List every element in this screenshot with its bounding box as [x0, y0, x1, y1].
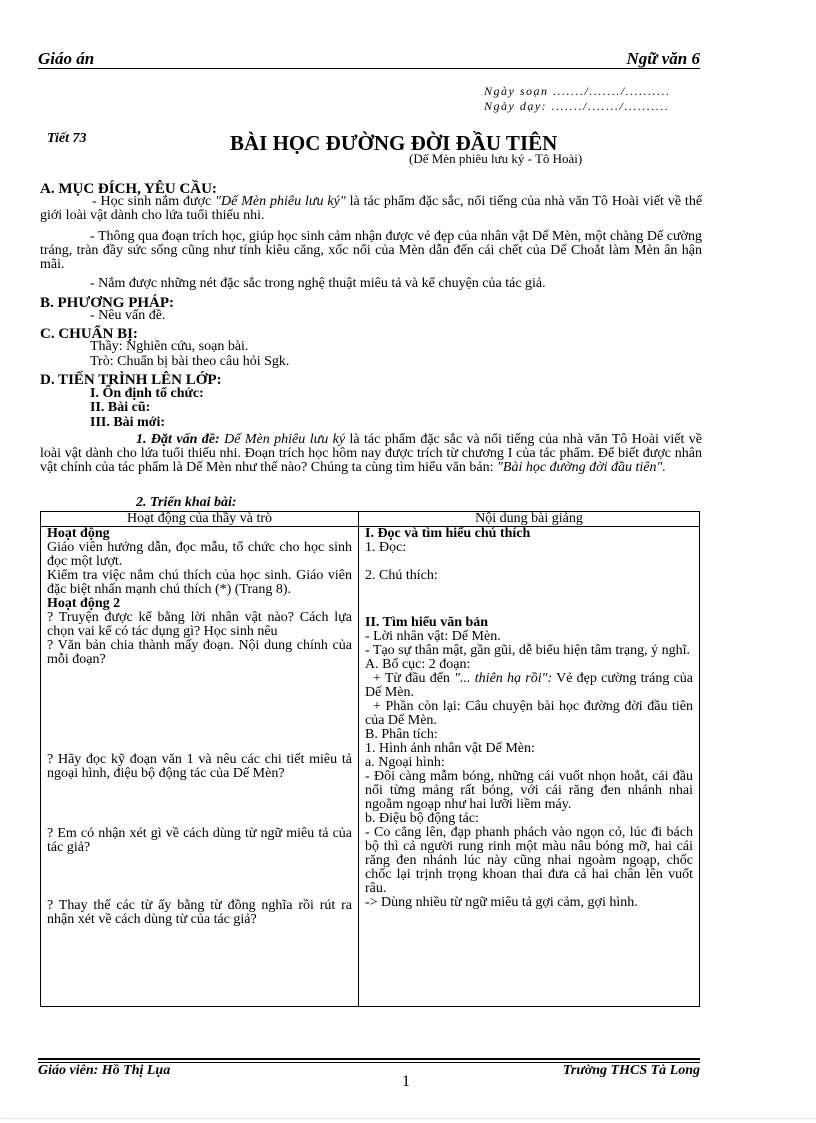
section-a-p1: - Học sinh nắm được "Dế Mèn phiêu lưu ký" là tác phẩm đặc sắc, nổi tiếng của nhà văn Tô Hoài viết về thế giới loài vật dành cho lứa tuổi thiếu nhi. — [40, 194, 703, 223]
right-line-8: B. Phân tích: — [365, 727, 438, 742]
section-c-heading: C. CHUẨN BỊ: — [40, 326, 138, 342]
right-line-5: A. Bố cục: 2 đoạn: — [365, 657, 471, 672]
right-line-14: -> Dùng nhiều từ ngữ miêu tả gợi cảm, gợi hình. — [365, 895, 638, 910]
section-a-heading: A. MỤC ĐÍCH, YÊU CẦU: — [40, 181, 217, 197]
lesson-subtitle: (Dế Mèn phiêu lưu ký - Tô Hoài) — [409, 151, 583, 166]
section-a-p2: - Thông qua đoạn trích học, giúp học sinh cảm nhận được vẻ đẹp của nhân vật Dế Mèn, một chàng Dế cường tráng, tràn đầy sức sống cũng như tính kiêu căng, xốc nổi của Mèn dẫn đến cái chết của Dế Choắt làm Mèn ân hận mãi. — [40, 229, 702, 272]
table-right-cell — [359, 527, 700, 1007]
right-line-11: - Đôi càng mẫm bóng, những cái vuốt nhọn hoắt, cái đầu nổi từng mảng rất bóng, với cái răng đen nhánh nhai ngoằm ngoạp như hai lưỡi liềm máy. — [365, 769, 693, 812]
right-line-6: + Từ đầu đến "... thiên hạ rồi": Vẻ đẹp cường tráng của Dế Mèn. — [365, 671, 694, 700]
lesson-table — [40, 511, 700, 1007]
section-b-heading: B. PHƯƠNG PHÁP: — [40, 295, 175, 311]
right-line-2: 2. Chú thích: — [365, 568, 438, 583]
section-b-p1: - Nêu vấn đề. — [90, 308, 166, 323]
section-c-p1: Thầy: Nghiên cứu, soạn bài. — [90, 339, 249, 354]
footer-rule-top — [38, 1058, 700, 1060]
left-line-2: Kiểm tra việc nắm chú thích của học sinh. Giáo viên đặc biệt nhấn mạnh chú thích (*) (Trang 8). — [47, 568, 352, 597]
right-line-10: a. Ngoại hình: — [365, 755, 445, 770]
table-header-activities: Hoạt động của thầy và trò — [41, 512, 359, 527]
header-left: Giáo án — [38, 49, 95, 68]
section-d-i3: III. Bài mới: — [90, 415, 166, 430]
right-line-1: 1. Đọc: — [365, 540, 407, 555]
right-line-12: b. Điệu bộ động tác: — [365, 811, 479, 826]
footer-teacher: Giáo viên: Hồ Thị Lụa — [38, 1063, 171, 1078]
lesson-number: Tiết 73 — [47, 131, 87, 146]
page-edge — [0, 1118, 816, 1119]
header-right: Ngữ văn 6 — [626, 49, 700, 68]
right-line-4: - Tạo sự thân mật, gần gũi, dễ biểu hiện tâm trạng, ý nghĩ. — [365, 643, 690, 658]
footer-page-number: 1 — [402, 1073, 410, 1090]
left-line-3: ? Truyện được kể bằng lời nhân vật nào? Cách lựa chọn vai kể có tác dụng gì? Học sinh nêu — [47, 610, 352, 639]
section-d-trienkhai: 2. Triển khai bài: — [136, 495, 237, 510]
section-d-heading: D. TIẾN TRÌNH LÊN LỚP: — [40, 372, 222, 388]
lesson-title: BÀI HỌC ĐƯỜNG ĐỜI ĐẦU TIÊN — [230, 131, 558, 155]
right-line-3: - Lời nhân vật: Dế Mèn. — [365, 629, 501, 644]
left-line-5: ? Hãy đọc kỹ đoạn văn 1 và nêu các chi tiết miêu tả ngoại hình, điệu bộ động tác của Dế Mèn? — [47, 752, 352, 781]
activity-1-label: Hoạt động — [47, 526, 110, 541]
date-block — [484, 84, 671, 114]
table-header-content: Nội dung bài giảng — [359, 512, 700, 527]
header-rule — [38, 68, 700, 69]
date-day: Ngày dạy: ......./......./.......... — [484, 99, 670, 113]
right-line-9: 1. Hình ảnh nhân vật Dế Mèn: — [365, 741, 535, 756]
section-d-i2: II. Bài cũ: — [90, 400, 151, 415]
left-line-1: Giáo viên hướng dẫn, đọc mẫu, tổ chức cho học sinh đọc một lượt. — [47, 540, 352, 569]
footer-school: Trường THCS Tà Long — [562, 1063, 700, 1078]
table-left-cell — [41, 527, 359, 1007]
content-section-2: II. Tìm hiểu văn bản — [365, 615, 489, 630]
activity-2-label: Hoạt động 2 — [47, 596, 121, 611]
section-a-p3: - Nắm được những nét đặc sắc trong nghệ thuật miêu tả và kể chuyện của tác giả. — [90, 276, 546, 291]
right-line-7: + Phần còn lại: Câu chuyện bài học đường đời đầu tiên của Dế Mèn. — [365, 699, 693, 728]
right-line-13: - Co cẳng lên, đạp phanh phách vào ngọn cỏ, lúc đi bách bộ thì cả người rung rinh một màu nâu bóng mỡ, hai cái răng đen nhánh lúc này cũng nhai ngoàm ngoạp, chốc chốc lại trịnh trọng khoan thai đưa cả hai chân lên vuốt râu. — [365, 825, 693, 896]
left-line-4: ? Văn bản chia thành mấy đoạn. Nội dung chính của mỗi đoạn? — [47, 638, 352, 667]
section-d-i1: I. Ổn định tổ chức: — [90, 386, 204, 401]
date-soan: Ngày soạn ......./......./.......... — [484, 84, 671, 98]
section-c-p2: Trò: Chuẩn bị bài theo câu hỏi Sgk. — [90, 354, 290, 369]
content-section-1: I. Đọc và tìm hiểu chú thích — [365, 526, 531, 541]
left-line-6: ? Em có nhận xét gì về cách dùng từ ngữ miêu tả của tác giả? — [47, 826, 352, 855]
left-line-7: ? Thay thế các từ ấy bằng từ đồng nghĩa rồi rút ra nhận xét về cách dùng từ của tác giả? — [47, 898, 352, 927]
section-d-intro: 1. Đặt vấn đề: Dế Mèn phiêu lưu ký là tác phẩm đặc sắc và nổi tiếng của nhà văn Tô Hoài viết về loài vật dành cho lứa tuổi thiếu nhi. Đoạn trích học hôm nay được trích từ chương I của tác phẩm. Để biết được nhân vật chính của tác phẩm là Dế Mèn như thế nào? Chúng ta cùng tìm hiểu văn bản: "Bài học đường đời đầu tiên". — [40, 432, 703, 475]
